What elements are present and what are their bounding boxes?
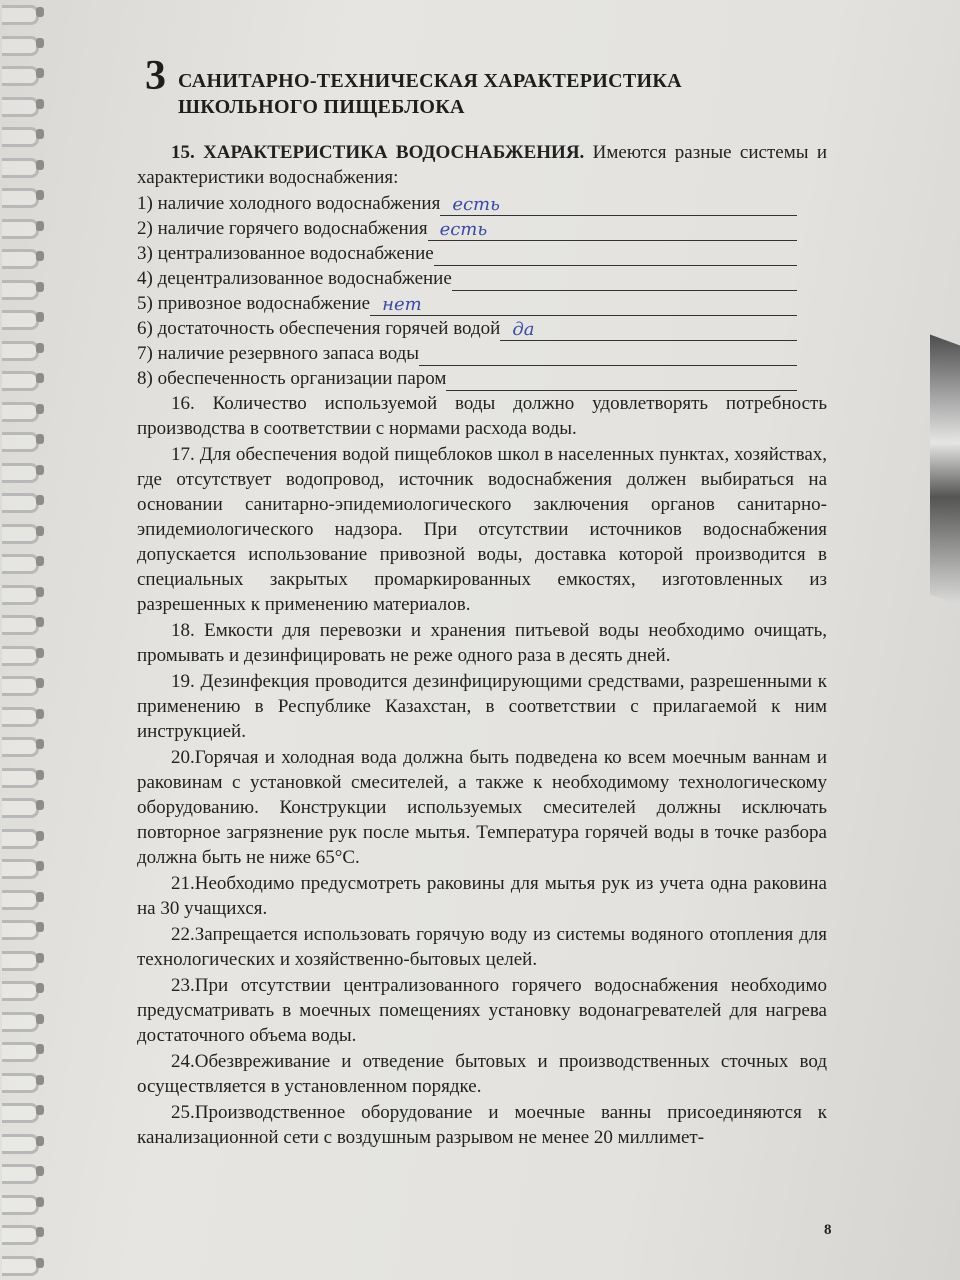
chapter-number: 3 bbox=[145, 53, 166, 99]
paragraph: 20.Горячая и холодная вода должна быть подведена ко всем моечным ваннам и раковинам с установкой смесителей, а также к необходимому технологическому оборудованию. Конструкции используемых смесителей должны исключать повторное загрязнение рук после мытья. Температура горячей воды в точке разбора должна быть не ниже 65°С. bbox=[137, 747, 827, 868]
spiral-coil bbox=[2, 66, 39, 86]
spiral-coil bbox=[2, 1195, 39, 1215]
form-item bbox=[137, 316, 827, 341]
form-item bbox=[137, 291, 827, 316]
form-item-label: 3) централизованное водоснабжение bbox=[137, 243, 434, 264]
punch-hole bbox=[36, 373, 44, 383]
spiral-coil bbox=[2, 920, 39, 940]
punch-hole bbox=[36, 922, 44, 932]
spiral-coil bbox=[2, 1256, 39, 1276]
section-heading: 15. ХАРАКТЕРИСТИКА ВОДОСНАБЖЕНИЯ. bbox=[171, 142, 585, 163]
punch-hole bbox=[36, 770, 44, 780]
spiral-coil bbox=[2, 463, 39, 483]
punch-hole bbox=[36, 1197, 44, 1207]
form-item bbox=[137, 191, 827, 216]
punch-hole bbox=[36, 1044, 44, 1054]
spiral-coil bbox=[2, 981, 39, 1001]
punch-hole bbox=[36, 1014, 44, 1024]
spiral-coil bbox=[2, 859, 39, 879]
spiral-coil bbox=[2, 890, 39, 910]
form-item bbox=[137, 266, 827, 291]
punch-hole bbox=[36, 648, 44, 658]
punch-hole bbox=[36, 343, 44, 353]
punch-hole bbox=[36, 38, 44, 48]
background-object bbox=[930, 335, 960, 606]
punch-hole bbox=[36, 953, 44, 963]
punch-hole bbox=[36, 831, 44, 841]
spiral-coil bbox=[2, 1103, 39, 1123]
spiral-coil bbox=[2, 371, 39, 391]
punch-hole bbox=[36, 983, 44, 993]
punch-hole bbox=[36, 99, 44, 109]
paragraph: 16. Количество используемой воды должно удовлетворять потребность производства в соответствии с нормами расхода воды. bbox=[137, 393, 827, 439]
paragraph: 18. Емкости для перевозки и хранения питьевой воды необходимо очищать, промывать и дезинфицировать не реже одного раза в десять дней. bbox=[137, 620, 827, 666]
form-item-label: 7) наличие резервного запаса воды bbox=[137, 343, 420, 364]
punch-hole bbox=[36, 221, 44, 231]
form-item-label: 6) достаточность обеспечения горячей водой bbox=[137, 318, 501, 339]
spiral-coil bbox=[2, 1042, 39, 1062]
punch-hole bbox=[36, 7, 44, 17]
spiral-coil bbox=[2, 1225, 39, 1245]
paragraph: 23.При отсутствии централизованного горячего водоснабжения необходимо предусматривать в моечных помещениях установку водонагревателей для нагрева достаточного объема воды. bbox=[137, 975, 827, 1046]
paragraph: 25.Производственное оборудование и моечные ванны присоединяются к канализационной сети с воздушным разрывом не менее 20 миллимет- bbox=[137, 1102, 827, 1148]
punch-hole bbox=[36, 1258, 44, 1268]
punch-hole bbox=[36, 160, 44, 170]
paragraph: 24.Обезвреживание и отведение бытовых и производственных сточных вод осуществляется в установленном порядке. bbox=[137, 1051, 827, 1097]
spiral-coil bbox=[2, 97, 39, 117]
spiral-coil bbox=[2, 310, 39, 330]
form-item-label: 5) привозное водоснабжение bbox=[137, 293, 371, 314]
spiral-coil bbox=[2, 707, 39, 727]
punch-hole bbox=[36, 587, 44, 597]
spiral-coil bbox=[2, 1164, 39, 1184]
spiral-coil bbox=[2, 1012, 39, 1032]
punch-hole bbox=[36, 1227, 44, 1237]
punch-hole bbox=[36, 465, 44, 475]
spiral-coil bbox=[2, 493, 39, 513]
punch-hole bbox=[36, 129, 44, 139]
punch-hole bbox=[36, 526, 44, 536]
form-item-label: 4) децентрализованное водоснабжение bbox=[137, 268, 452, 289]
spiral-coil bbox=[2, 829, 39, 849]
punch-hole bbox=[36, 495, 44, 505]
spiral-coil bbox=[2, 676, 39, 696]
punch-hole bbox=[36, 1166, 44, 1176]
spiral-coil bbox=[2, 127, 39, 147]
answer-field[interactable] bbox=[440, 194, 797, 216]
punch-hole bbox=[36, 617, 44, 627]
spiral-coil bbox=[2, 5, 39, 25]
spiral-coil bbox=[2, 188, 39, 208]
punch-hole bbox=[36, 861, 44, 871]
answer-field[interactable] bbox=[434, 247, 797, 266]
form-items bbox=[137, 191, 827, 391]
section-15 bbox=[137, 140, 827, 190]
paragraph: 21.Необходимо предусмотреть раковины для мытья рук из учета одна раковина на 30 учащихся. bbox=[137, 873, 827, 919]
chapter-title-line: ШКОЛЬНОГО ПИЩЕБЛОКА bbox=[178, 96, 465, 118]
spiral-coil bbox=[2, 951, 39, 971]
answer-field[interactable] bbox=[446, 372, 797, 391]
document-body bbox=[137, 140, 827, 1151]
punch-hole bbox=[36, 404, 44, 414]
spiral-coil bbox=[2, 615, 39, 635]
spiral-coil bbox=[2, 524, 39, 544]
answer-field[interactable] bbox=[500, 319, 797, 341]
form-item bbox=[137, 241, 827, 266]
spiral-binding bbox=[0, 0, 40, 1280]
paragraph: 17. Для обеспечения водой пищеблоков школ в населенных пунктах, хозяйствах, где отсутствует водопровод, источник водоснабжения должен выбираться на основании санитарно-эпидемиологического заключения органов санитарно-эпидемиологического надзора. При отсутствии источников водоснабжения допускается использование привозной воды, доставка которой производится в специальных закрытых промаркированных емкостях, изготовленных из разрешенных к применению материалов. bbox=[137, 444, 827, 615]
punch-hole bbox=[36, 678, 44, 688]
spiral-coil bbox=[2, 36, 39, 56]
answer-field[interactable] bbox=[428, 219, 797, 241]
handwritten-answer: нет bbox=[382, 294, 422, 315]
punch-hole bbox=[36, 251, 44, 261]
section-text: Имеются разные системы и характеристики водоснабжения: bbox=[137, 142, 827, 188]
spiral-coil bbox=[2, 341, 39, 361]
page-number: 8 bbox=[824, 1222, 832, 1238]
punch-hole bbox=[36, 739, 44, 749]
spiral-coil bbox=[2, 737, 39, 757]
spiral-coil bbox=[2, 280, 39, 300]
answer-field[interactable] bbox=[419, 347, 797, 366]
form-item-label: 8) обеспеченность организации паром bbox=[137, 368, 447, 389]
spiral-coil bbox=[2, 402, 39, 422]
punch-hole bbox=[36, 1136, 44, 1146]
chapter-title bbox=[178, 68, 682, 120]
punch-hole bbox=[36, 434, 44, 444]
handwritten-answer: да bbox=[512, 319, 535, 340]
spiral-coil bbox=[2, 554, 39, 574]
spiral-coil bbox=[2, 798, 39, 818]
form-item bbox=[137, 341, 827, 366]
punch-hole bbox=[36, 190, 44, 200]
spiral-coil bbox=[2, 585, 39, 605]
paragraphs bbox=[137, 391, 827, 1150]
handwritten-answer: есть bbox=[452, 194, 500, 215]
paragraph: 22.Запрещается использовать горячую воду из системы водяного отопления для технологических и хозяйственно-бытовых целей. bbox=[137, 924, 827, 970]
punch-hole bbox=[36, 282, 44, 292]
spiral-coil bbox=[2, 1134, 39, 1154]
form-item bbox=[137, 216, 827, 241]
answer-field[interactable] bbox=[452, 272, 797, 291]
punch-hole bbox=[36, 800, 44, 810]
punch-hole bbox=[36, 556, 44, 566]
chapter-title-line: САНИТАРНО-ТЕХНИЧЕСКАЯ ХАРАКТЕРИСТИКА bbox=[178, 70, 682, 92]
punch-hole bbox=[36, 892, 44, 902]
spiral-coil bbox=[2, 158, 39, 178]
punch-hole bbox=[36, 709, 44, 719]
answer-field[interactable] bbox=[370, 294, 797, 316]
handwritten-answer: есть bbox=[439, 219, 488, 240]
paragraph: 19. Дезинфекция проводится дезинфицирующими средствами, разрешенными к применению в Республике Казахстан, в соответствии с прилагаемой к ним инструкцией. bbox=[137, 671, 827, 742]
form-item-label: 1) наличие холодного водоснабжения bbox=[137, 193, 441, 214]
form-item-label: 2) наличие горячего водоснабжения bbox=[137, 218, 428, 239]
spiral-coil bbox=[2, 249, 39, 269]
spiral-coil bbox=[2, 646, 39, 666]
punch-hole bbox=[36, 312, 44, 322]
form-item bbox=[137, 366, 827, 391]
punch-hole bbox=[36, 68, 44, 78]
spiral-coil bbox=[2, 432, 39, 452]
spiral-coil bbox=[2, 1073, 39, 1093]
punch-hole bbox=[36, 1075, 44, 1085]
punch-hole bbox=[36, 1105, 44, 1115]
spiral-coil bbox=[2, 768, 39, 788]
spiral-coil bbox=[2, 219, 39, 239]
